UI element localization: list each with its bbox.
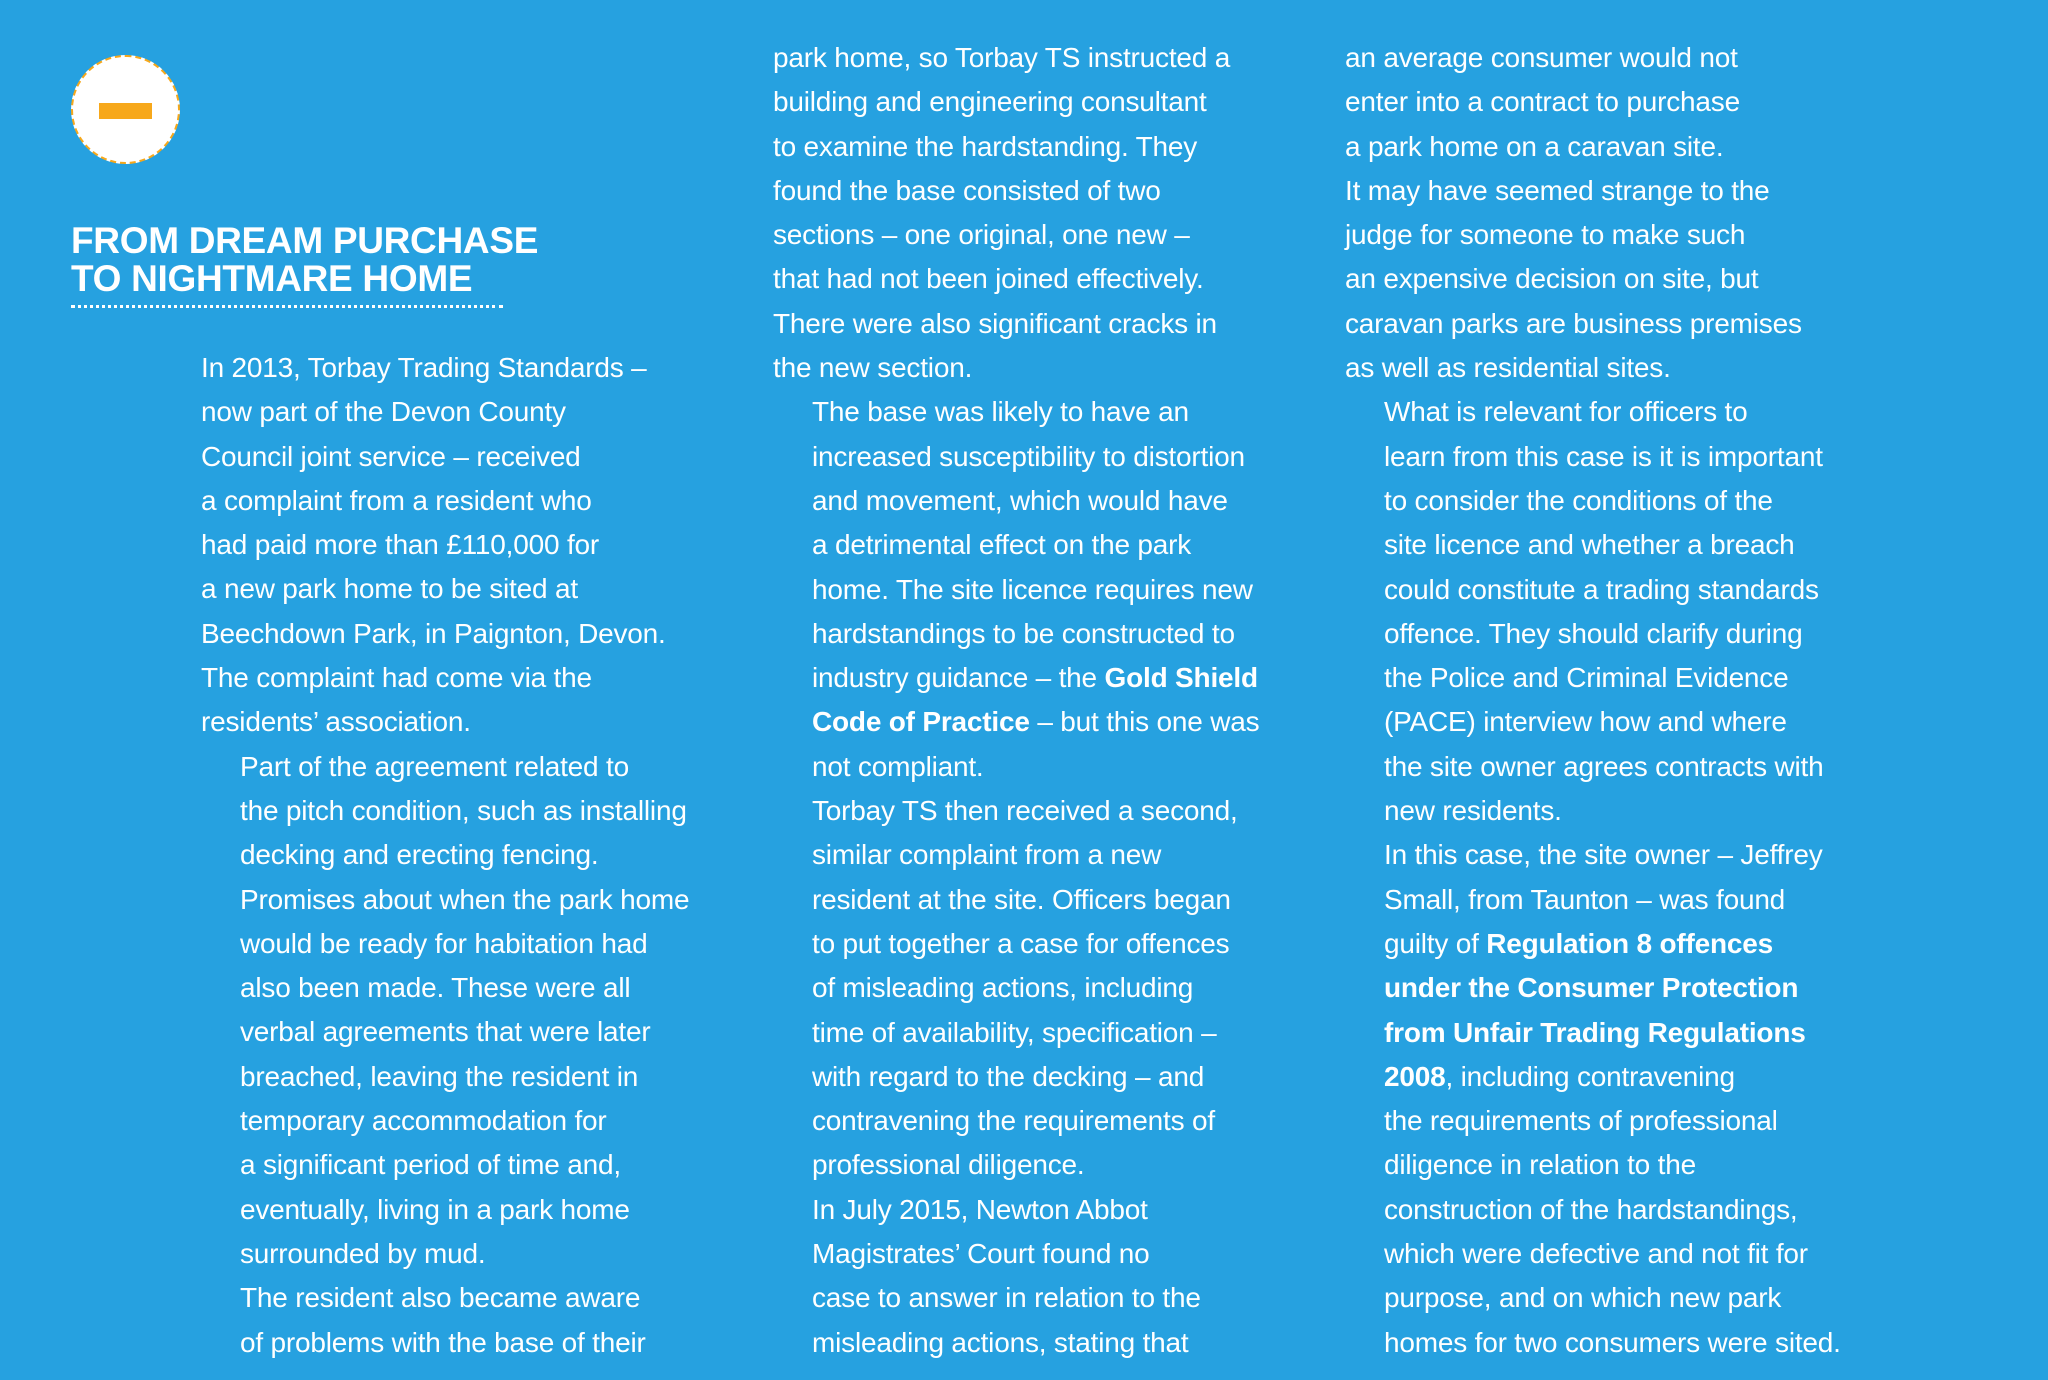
bold-reference: 2008 (1384, 1060, 1446, 1092)
text-line: decking and erecting fencing. (240, 839, 599, 871)
text-line: the Police and Criminal Evidence (1384, 662, 1789, 694)
bold-reference: Gold Shield (1104, 662, 1258, 694)
headline-line-2: TO NIGHTMARE HOME (71, 258, 473, 299)
text-line: increased susceptibility to distortion (812, 440, 1245, 472)
paragraph (1345, 390, 1875, 833)
text-line: The resident also became aware (240, 1282, 641, 1314)
text-line: of misleading actions, including (812, 972, 1194, 1004)
text-line: with regard to the decking – and (812, 1060, 1205, 1092)
text-line: a complaint from a resident who (201, 484, 592, 516)
text-line: to put together a case for offences (812, 927, 1230, 959)
bold-reference: under the Consumer Protection (1384, 972, 1799, 1004)
article-headline (71, 222, 591, 298)
paragraph (773, 36, 1293, 390)
headline-line-1: FROM DREAM PURCHASE (71, 220, 539, 261)
text-line: In July 2015, Newton Abbot (812, 1193, 1148, 1225)
text-line: which were defective and not fit for (1384, 1238, 1808, 1270)
bold-reference: from Unfair Trading Regulations (1384, 1016, 1806, 1048)
text-line: park home, so Torbay TS instructed a (773, 42, 1231, 73)
text-segment: industry guidance – the (812, 662, 1105, 694)
text-line: to consider the conditions of the (1384, 484, 1773, 516)
text-line: enter into a contract to purchase (1345, 86, 1740, 118)
text-line: construction of the hardstandings, (1384, 1193, 1798, 1225)
text-line: time of availability, specification – (812, 1016, 1217, 1048)
text-line: There were also significant cracks in (773, 307, 1217, 339)
text-line: Council joint service – received (201, 440, 581, 472)
text-line: diligence in relation to the (1384, 1149, 1696, 1181)
text-line: offence. They should clarify during (1384, 617, 1803, 649)
text-line: Part of the agreement related to (240, 750, 629, 782)
text-line: homes for two consumers were sited. (1384, 1326, 1841, 1358)
text-line: case to answer in relation to the (812, 1282, 1201, 1314)
text-line: professional diligence. (812, 1149, 1085, 1181)
text-line: misleading actions, stating that (812, 1326, 1189, 1358)
text-line: breached, leaving the resident in (240, 1060, 639, 1092)
text-line: (PACE) interview how and where (1384, 706, 1787, 738)
text-line (1345, 1055, 1875, 1099)
text-line: judge for someone to make such (1345, 219, 1746, 251)
text-line: and movement, which would have (812, 484, 1228, 516)
text-line: a significant period of time and, (240, 1149, 621, 1181)
paragraph (201, 346, 741, 745)
text-column-1 (201, 346, 741, 1365)
paragraph (773, 789, 1293, 1188)
text-line: What is relevant for officers to (1384, 396, 1748, 428)
text-line: eventually, living in a park home (240, 1193, 630, 1225)
text-line: site licence and whether a breach (1384, 529, 1795, 561)
text-line: Torbay TS then received a second, (812, 795, 1238, 827)
text-line: now part of the Devon County (201, 396, 566, 428)
text-line: a detrimental effect on the park (812, 529, 1192, 561)
text-line: also been made. These were all (240, 972, 631, 1004)
text-line: the new section. (773, 352, 973, 384)
text-line: hardstandings to be constructed to (812, 617, 1235, 649)
bold-reference: Regulation 8 offences (1486, 927, 1774, 959)
text-line: similar complaint from a new (812, 839, 1162, 871)
text-line: It may have seemed strange to the (1345, 174, 1770, 206)
text-line: the site owner agrees contracts with (1384, 750, 1824, 782)
text-line: sections – one original, one new – (773, 219, 1190, 251)
text-line: as well as residential sites. (1345, 352, 1671, 384)
text-line: to examine the hardstanding. They (773, 130, 1198, 162)
text-line (1345, 966, 1875, 1010)
text-line: found the base consisted of two (773, 174, 1161, 206)
text-line: purpose, and on which new park (1384, 1282, 1782, 1314)
text-line: the requirements of professional (1384, 1105, 1778, 1137)
text-line: building and engineering consultant (773, 86, 1207, 118)
text-line: The complaint had come via the (201, 662, 592, 694)
text-line: residents’ association. (201, 706, 471, 738)
text-line: The base was likely to have an (812, 396, 1189, 428)
text-line: not compliant. (812, 750, 984, 782)
text-line: Magistrates’ Court found no (812, 1238, 1150, 1270)
text-line (773, 656, 1293, 700)
text-line: a new park home to be sited at (201, 573, 578, 605)
text-line: could constitute a trading standards (1384, 573, 1819, 605)
text-line: In 2013, Torbay Trading Standards – (201, 352, 647, 383)
text-line: had paid more than £110,000 for (201, 529, 600, 561)
text-line: a park home on a caravan site. (1345, 130, 1724, 162)
text-line (1345, 922, 1875, 966)
text-line: Promises about when the park home (240, 883, 690, 915)
text-segment: – but this one was (1029, 706, 1260, 738)
text-segment: , including contravening (1445, 1060, 1735, 1092)
text-column-2 (773, 36, 1293, 1365)
bold-reference: Code of Practice (812, 706, 1030, 738)
text-line: verbal agreements that were later (240, 1016, 651, 1048)
headline-dotted-rule (71, 305, 503, 308)
text-line: of problems with the base of their (240, 1326, 646, 1358)
minus-icon (99, 103, 152, 119)
text-line: an expensive decision on site, but (1345, 263, 1759, 295)
text-segment: guilty of (1384, 927, 1487, 959)
text-line: In this case, the site owner – Jeffrey (1384, 839, 1823, 871)
text-line: caravan parks are business premises (1345, 307, 1802, 339)
text-line: Small, from Taunton – was found (1384, 883, 1786, 915)
text-line: that had not been joined effectively. (773, 263, 1204, 295)
minus-badge (71, 55, 180, 164)
paragraph (773, 390, 1293, 789)
paragraph (1345, 833, 1875, 1365)
text-line: Beechdown Park, in Paignton, Devon. (201, 617, 666, 649)
paragraph (1345, 36, 1875, 390)
paragraph (201, 1276, 741, 1365)
text-line: new residents. (1384, 795, 1562, 827)
text-line (1345, 1011, 1875, 1055)
text-line (773, 700, 1293, 744)
text-line: would be ready for habitation had (240, 927, 648, 959)
text-line: surrounded by mud. (240, 1237, 486, 1269)
text-line: the pitch condition, such as installing (240, 794, 687, 826)
text-line: temporary accommodation for (240, 1105, 607, 1137)
text-line: home. The site licence requires new (812, 573, 1253, 605)
text-column-3 (1345, 36, 1875, 1365)
text-line: resident at the site. Officers began (812, 883, 1231, 915)
text-line: learn from this case is it is important (1384, 440, 1823, 472)
text-line: contravening the requirements of (812, 1105, 1215, 1137)
paragraph (201, 745, 741, 1277)
paragraph (773, 1188, 1293, 1365)
text-line: an average consumer would not (1345, 42, 1738, 73)
